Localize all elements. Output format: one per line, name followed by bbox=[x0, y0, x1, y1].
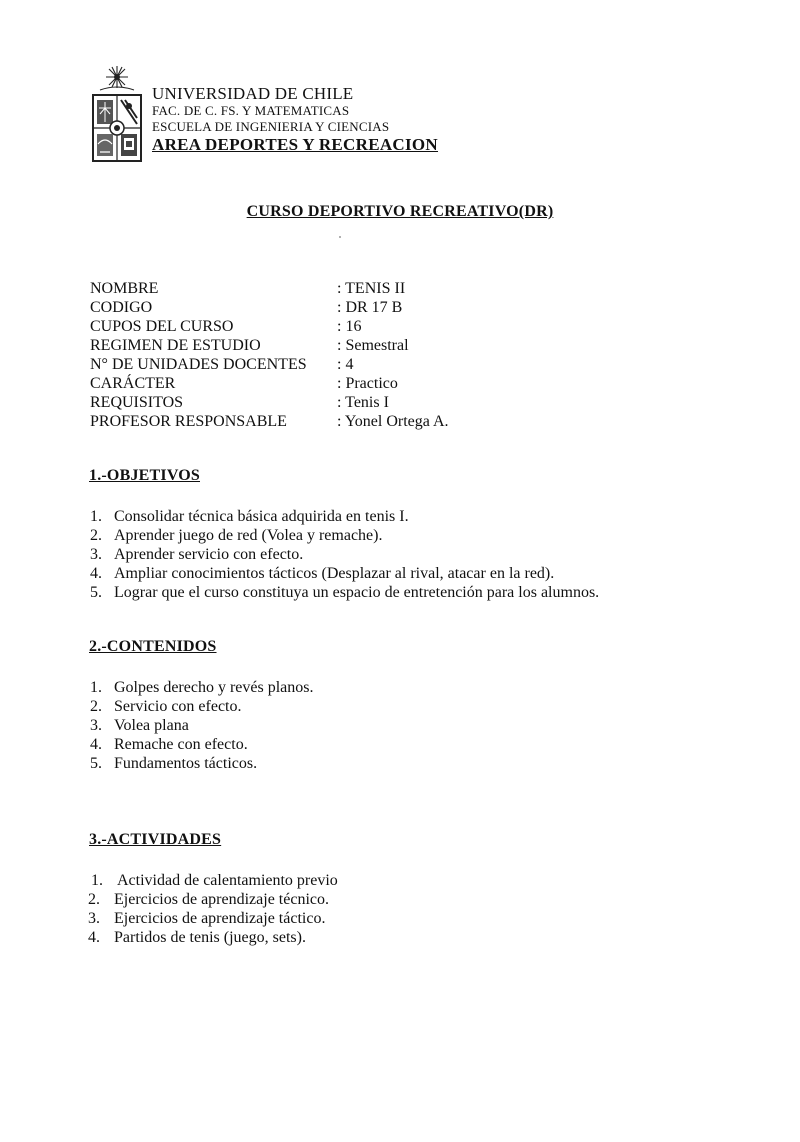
list-item bbox=[90, 583, 599, 602]
list-item bbox=[90, 507, 599, 526]
contenidos-list bbox=[90, 678, 314, 773]
list-item bbox=[88, 890, 338, 909]
section-title-objetivos: 1.-OBJETIVOS bbox=[89, 467, 200, 484]
item-text: Ejercicios de aprendizaje técnico. bbox=[114, 891, 329, 908]
item-text: Remache con efecto. bbox=[114, 736, 248, 753]
item-number: 3. bbox=[90, 717, 102, 734]
list-item bbox=[88, 909, 338, 928]
info-row-codigo bbox=[90, 298, 449, 317]
item-text: Golpes derecho y revés planos. bbox=[114, 679, 314, 696]
item-text: Ampliar conocimientos tácticos (Desplazar al rival, atacar en la red). bbox=[114, 565, 555, 582]
item-number: 3. bbox=[88, 910, 100, 927]
info-row-profesor bbox=[90, 412, 449, 431]
item-number: 2. bbox=[90, 698, 102, 715]
info-label: N° DE UNIDADES DOCENTES bbox=[90, 356, 307, 373]
info-value: : TENIS II bbox=[337, 280, 406, 297]
university-crest-logo bbox=[90, 64, 144, 164]
list-item bbox=[90, 716, 314, 735]
item-number: 3. bbox=[90, 546, 102, 563]
list-item bbox=[90, 754, 314, 773]
actividades-list bbox=[88, 871, 338, 947]
info-label: REQUISITOS bbox=[90, 394, 184, 411]
item-text: Consolidar técnica básica adquirida en tenis I. bbox=[114, 508, 409, 525]
info-row-nombre bbox=[90, 279, 449, 298]
info-label: PROFESOR RESPONSABLE bbox=[90, 413, 287, 430]
list-item bbox=[90, 735, 314, 754]
item-number: 1. bbox=[91, 872, 103, 889]
item-number: 4. bbox=[88, 929, 100, 946]
area-name: AREA DEPORTES Y RECREACION bbox=[152, 135, 439, 154]
section-title-contenidos: 2.-CONTENIDOS bbox=[89, 638, 217, 655]
item-text: Volea plana bbox=[114, 717, 189, 734]
info-label: NOMBRE bbox=[90, 280, 159, 297]
item-number: 1. bbox=[90, 679, 102, 696]
info-row-regimen bbox=[90, 336, 449, 355]
info-label: CUPOS DEL CURSO bbox=[90, 318, 234, 335]
item-number: 5. bbox=[90, 584, 102, 601]
item-text: Actividad de calentamiento previo bbox=[117, 872, 338, 889]
item-text: Aprender juego de red (Volea y remache). bbox=[114, 527, 383, 544]
school-name: ESCUELA DE INGENIERIA Y CIENCIAS bbox=[152, 119, 390, 134]
item-text: Servicio con efecto. bbox=[114, 698, 242, 715]
list-item bbox=[88, 871, 338, 890]
info-value: : Tenis I bbox=[337, 394, 389, 411]
info-value: : Practico bbox=[337, 375, 398, 392]
list-item bbox=[90, 526, 599, 545]
info-label: CARÁCTER bbox=[90, 375, 176, 392]
item-number: 2. bbox=[90, 527, 102, 544]
info-value: : Semestral bbox=[337, 337, 409, 354]
info-row-cupos bbox=[90, 317, 449, 336]
item-text: Fundamentos tácticos. bbox=[114, 755, 258, 772]
university-name: UNIVERSIDAD DE CHILE bbox=[152, 84, 354, 103]
list-item bbox=[90, 564, 599, 583]
info-value: : 16 bbox=[337, 318, 362, 335]
item-number: 4. bbox=[90, 736, 102, 753]
item-text: Ejercicios de aprendizaje táctico. bbox=[114, 910, 326, 927]
item-text: Partidos de tenis (juego, sets). bbox=[114, 929, 306, 946]
list-item bbox=[88, 928, 338, 947]
course-info-table bbox=[90, 279, 449, 431]
info-label: CODIGO bbox=[90, 299, 153, 316]
info-row-unidades bbox=[90, 355, 449, 374]
list-item bbox=[90, 678, 314, 697]
list-item bbox=[90, 545, 599, 564]
list-item bbox=[90, 697, 314, 716]
faculty-name: FAC. DE C. FS. Y MATEMATICAS bbox=[152, 103, 350, 118]
objetivos-list bbox=[90, 507, 599, 602]
item-number: 1. bbox=[90, 508, 102, 525]
item-number: 2. bbox=[88, 891, 100, 908]
info-value: : Yonel Ortega A. bbox=[337, 413, 449, 430]
info-value: : DR 17 B bbox=[337, 299, 403, 316]
info-row-requisitos bbox=[90, 393, 449, 412]
info-row-caracter bbox=[90, 374, 449, 393]
item-text: Aprender servicio con efecto. bbox=[114, 546, 304, 563]
info-label: REGIMEN DE ESTUDIO bbox=[90, 337, 261, 354]
document-title: CURSO DEPORTIVO RECREATIVO(DR) bbox=[246, 203, 554, 220]
item-number: 5. bbox=[90, 755, 102, 772]
section-title-actividades: 3.-ACTIVIDADES bbox=[89, 831, 222, 848]
item-text: Lograr que el curso constituya un espacio de entretención para los alumnos. bbox=[114, 584, 600, 601]
item-number: 4. bbox=[90, 565, 102, 582]
scan-speck bbox=[339, 236, 341, 238]
info-value: : 4 bbox=[337, 356, 354, 373]
